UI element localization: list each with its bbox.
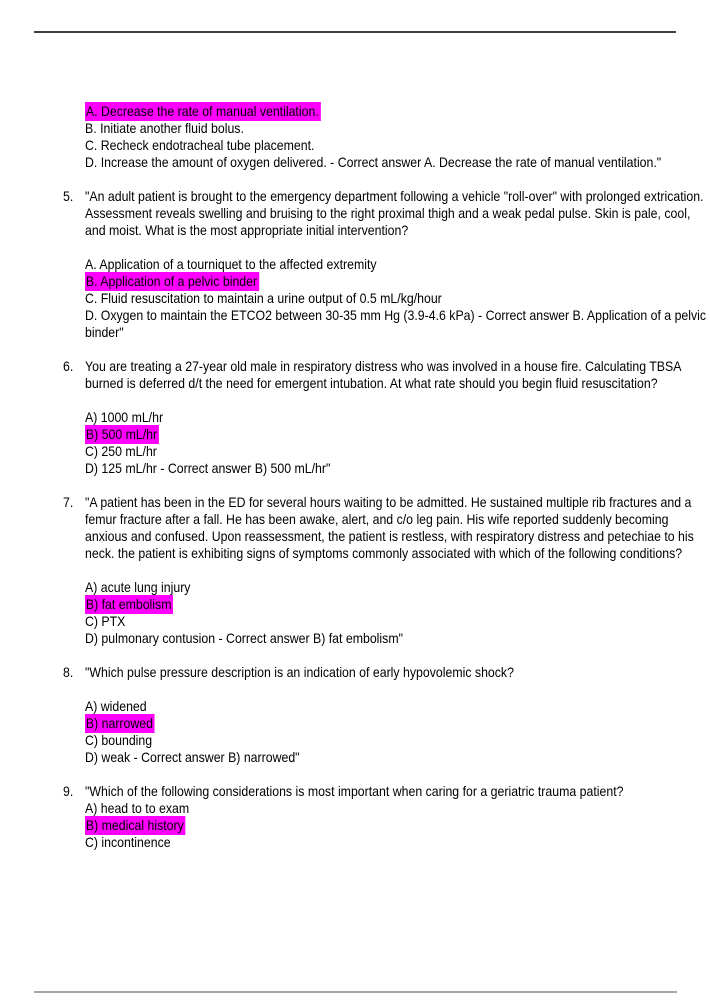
options-list <box>85 579 710 647</box>
question-body <box>85 494 710 647</box>
option-line-highlighted-answer <box>85 596 710 613</box>
option-line: C. Fluid resuscitation to maintain a urine output of 0.5 mL/kg/hour <box>85 290 442 306</box>
question-block <box>63 664 710 766</box>
option-line-highlighted-answer <box>85 715 710 732</box>
option-line: A) head to to exam <box>85 800 190 816</box>
option-line: C) 250 mL/hr <box>85 443 157 459</box>
option-line: B. Initiate another fluid bolus. <box>85 120 244 136</box>
option-line: D. Oxygen to maintain the ETCO2 between 30-35 mm Hg (3.9-4.6 kPa) - Correct answer B. Application of a pelvic binder" <box>85 307 707 340</box>
document-content <box>63 103 710 868</box>
option-line: D. Increase the amount of oxygen delivered. - Correct answer A. Decrease the rate of manual ventilation." <box>85 154 662 170</box>
question-number: 7. <box>63 494 74 510</box>
option-line: A) acute lung injury <box>85 579 191 595</box>
question-prompt: "Which pulse pressure description is an indication of early hypovolemic shock? <box>85 664 514 680</box>
orphan-options-block <box>85 103 710 171</box>
options-list <box>85 698 710 766</box>
question-body <box>85 358 710 477</box>
bottom-rule <box>34 991 677 993</box>
question-prompt: "A patient has been in the ED for several hours waiting to be admitted. He sustained multiple rib fractures and a femur fracture after a fall. He has been awake, alert, and c/o leg pain. His wife reported suddenly becoming anxious and confused. Upon reassessment, the patient is restless, with respiratory distress and petechiae to his neck. the patient is exhibiting signs of symptoms commonly associated with which of the following conditions? <box>85 494 694 561</box>
option-line-highlighted-answer <box>85 103 710 120</box>
answer-highlight: B) medical history <box>85 817 184 833</box>
question-number: 8. <box>63 664 74 680</box>
question-number: 9. <box>63 783 74 799</box>
question-body <box>85 783 710 851</box>
question-prompt: You are treating a 27-year old male in respiratory distress who was involved in a house fire. Calculating TBSA burned is deferred d/t the need for emergent intubation. At what rate should you begin fluid resuscitation? <box>85 358 681 391</box>
option-line: A) 1000 mL/hr <box>85 409 164 425</box>
option-line: D) 125 mL/hr - Correct answer B) 500 mL/hr" <box>85 460 331 476</box>
question-block <box>63 783 710 851</box>
option-line: C. Recheck endotracheal tube placement. <box>85 137 315 153</box>
question-block <box>63 188 710 341</box>
option-line: D) pulmonary contusion - Correct answer B) fat embolism" <box>85 630 403 646</box>
options-list <box>85 409 710 477</box>
question-prompt: "An adult patient is brought to the emergency department following a vehicle "roll-over" with prolonged extrication. Assessment reveals swelling and bruising to the right proximal thigh and a weak pedal pulse. Skin is pale, cool, and moist. What is the most appropriate initial intervention? <box>85 188 704 238</box>
question-number: 6. <box>63 358 74 374</box>
question-block <box>63 358 710 477</box>
answer-highlight: B) fat embolism <box>85 596 172 612</box>
option-line: A) widened <box>85 698 147 714</box>
answer-highlight: B) 500 mL/hr <box>85 426 158 442</box>
answer-highlight: A. Decrease the rate of manual ventilation. <box>85 103 319 119</box>
question-body <box>85 188 710 341</box>
top-rule <box>34 31 676 33</box>
options-list <box>85 256 710 341</box>
options-list <box>85 800 710 851</box>
answer-highlight: B) narrowed <box>85 715 153 731</box>
question-body <box>85 664 710 766</box>
option-line: A. Application of a tourniquet to the affected extremity <box>85 256 377 272</box>
question-number: 5. <box>63 188 74 204</box>
option-line-highlighted-answer <box>85 817 710 834</box>
answer-highlight: B. Application of a pelvic binder <box>85 273 258 289</box>
option-line: D) weak - Correct answer B) narrowed" <box>85 749 300 765</box>
option-line-highlighted-answer <box>85 426 710 443</box>
option-line: C) bounding <box>85 732 153 748</box>
option-line: C) incontinence <box>85 834 171 850</box>
option-line-highlighted-answer <box>85 273 710 290</box>
option-line: C) PTX <box>85 613 126 629</box>
question-prompt: "Which of the following considerations is most important when caring for a geriatric trauma patient? <box>85 783 624 799</box>
question-block <box>63 494 710 647</box>
